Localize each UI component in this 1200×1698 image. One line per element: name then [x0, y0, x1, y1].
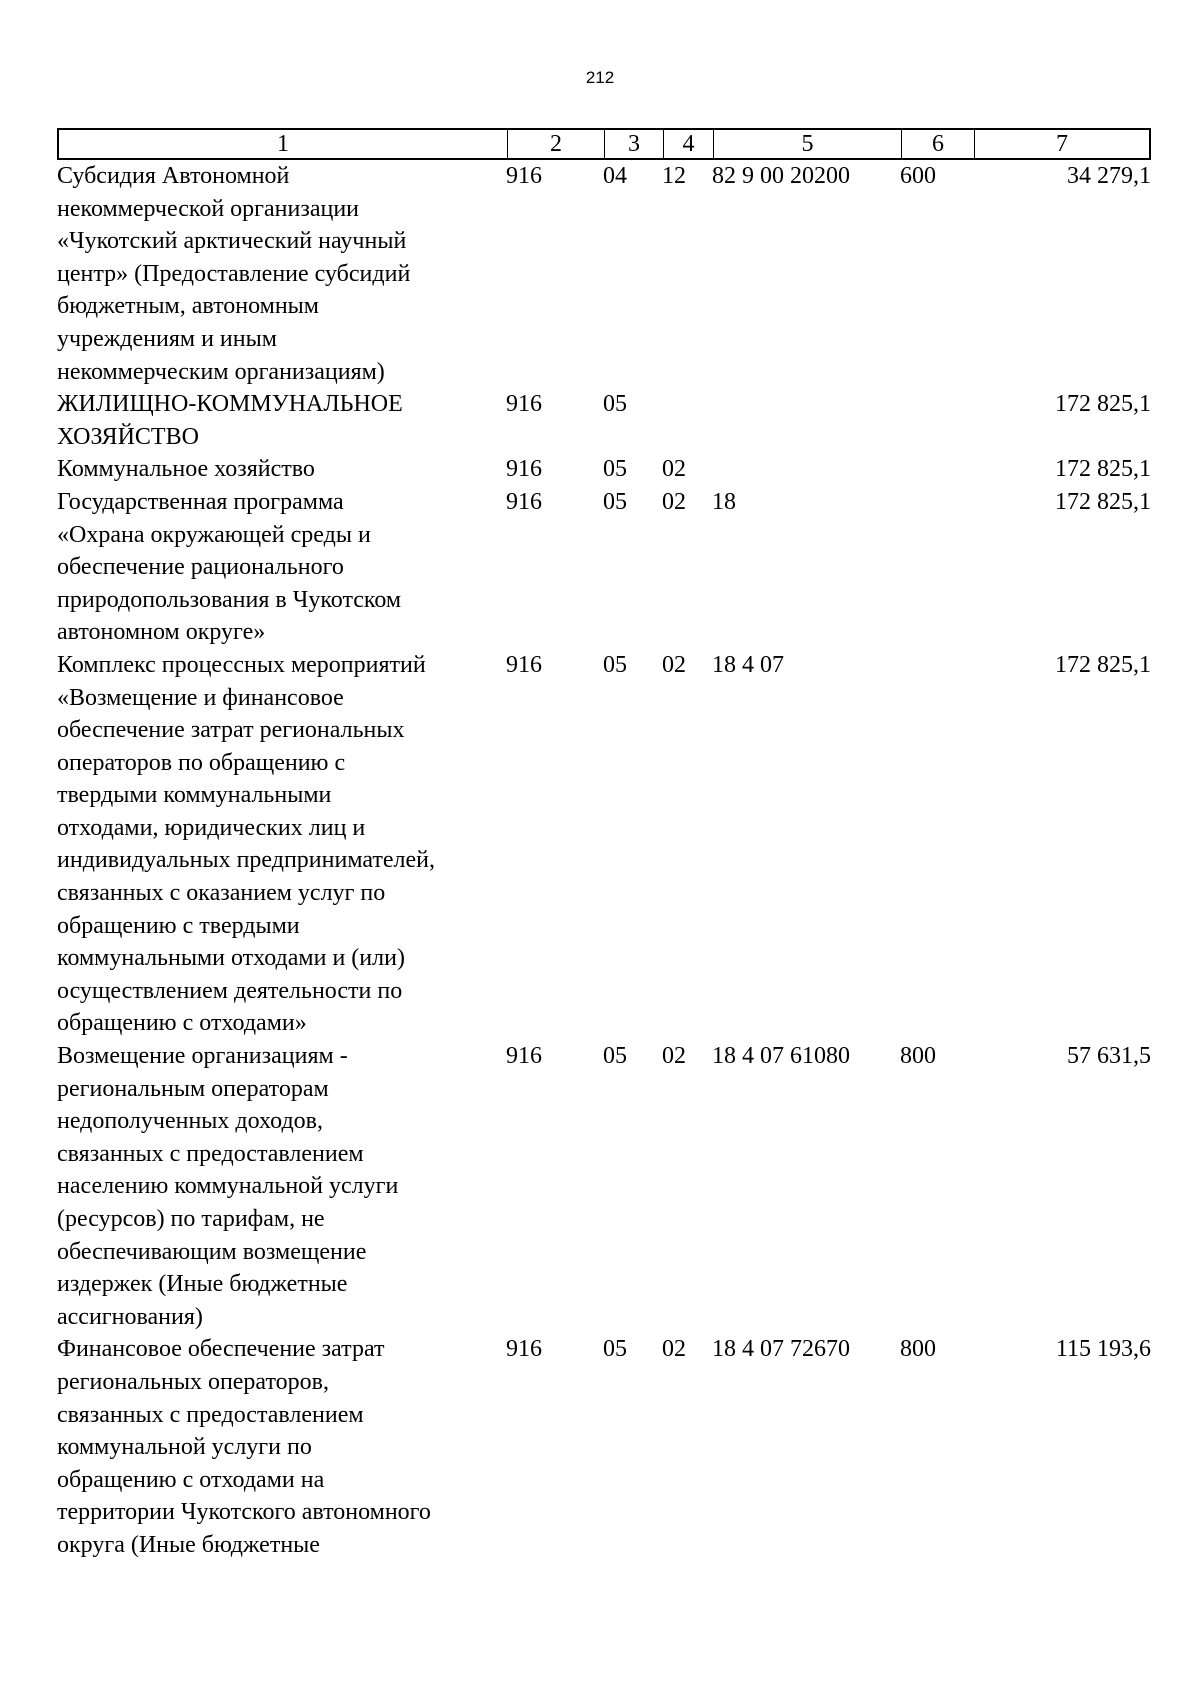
row-section-code: 04	[603, 163, 627, 189]
page-number: 212	[585, 68, 615, 87]
row-target-article: 18 4 07	[712, 651, 784, 678]
row-subsection-code: 02	[662, 1336, 686, 1363]
row-section-code: 05	[603, 488, 627, 515]
row-section-code: 05	[603, 651, 627, 678]
row-ministry-code: 916	[506, 391, 542, 418]
table-row	[57, 1333, 1151, 1561]
row-ministry-code: 916	[506, 163, 542, 189]
row-ministry-code: 916	[506, 1043, 542, 1070]
table-row	[57, 486, 1151, 649]
row-target-article	[712, 388, 900, 453]
row-name: Коммунальное хозяйство	[57, 456, 315, 483]
row-name: Субсидия Автономной некоммерческой организации «Чукотский арктический научный центр» (Предоставление субсидий бюджетным, автономным учреждениям и иным некоммерческим организациям)	[57, 163, 411, 385]
table-row	[57, 1040, 1151, 1333]
table-header	[57, 128, 1151, 160]
row-section-code: 05	[603, 1336, 627, 1363]
row-target-article: 18 4 07 72670	[712, 1336, 850, 1363]
row-name: Финансовое обеспечение затрат региональных операторов, связанных с предоставлением коммунальной услуги по обращению с отходами на территории Чукотского автономного округа (Иные бюджетные	[57, 1336, 431, 1558]
header-cell-5: 5	[714, 130, 902, 158]
row-subsection-code: 02	[662, 1043, 686, 1070]
row-target-article: 18 4 07 61080	[712, 1043, 850, 1070]
row-subsection-code: 02	[662, 488, 686, 515]
row-section-code: 05	[603, 456, 627, 483]
header-cell-6: 6	[902, 130, 975, 158]
header-cell-3: 3	[605, 130, 664, 158]
row-target-article: 18	[712, 488, 736, 515]
row-amount: 34 279,1	[1067, 163, 1151, 189]
table-row	[57, 160, 1151, 388]
header-cell-2: 2	[508, 130, 605, 158]
table-row	[57, 388, 1151, 453]
row-section-code: 05	[603, 391, 627, 418]
row-subsection-code	[662, 388, 712, 453]
table-row	[57, 649, 1151, 1040]
row-name: Государственная программа «Охрана окружающей среды и обеспечение рационального природопользования в Чукотском автономном округе»	[57, 488, 402, 646]
row-expense-type	[900, 453, 973, 486]
row-amount: 57 631,5	[1067, 1043, 1151, 1070]
row-expense-type: 600	[900, 163, 936, 189]
row-expense-type	[900, 486, 973, 649]
table-row	[57, 453, 1151, 486]
table-body	[57, 160, 1151, 1562]
row-amount: 172 825,1	[1055, 651, 1151, 678]
row-name: Комплекс процессных мероприятий «Возмещение и финансовое обеспечение затрат региональных операторов по обращению с твердыми коммунальными отходами, юридических лиц и индивидуальных предпринимателей, связанных с оказанием услуг по обращению с твердыми коммунальными отходами и (или) осуществлением деятельности по обращению с отходами»	[57, 651, 435, 1037]
row-amount: 115 193,6	[1055, 1336, 1151, 1363]
row-amount: 172 825,1	[1055, 456, 1151, 483]
row-name: Возмещение организациям - региональным операторам недополученных доходов, связанных с предоставлением населению коммунальной услуги (ресурсов) по тарифам, не обеспечивающим возмещение издержек (Иные бюджетные ассигнования)	[57, 1043, 399, 1330]
row-ministry-code: 916	[506, 1336, 542, 1363]
header-cell-7: 7	[1056, 131, 1068, 157]
row-ministry-code: 916	[506, 488, 542, 515]
row-expense-type: 800	[900, 1336, 936, 1363]
row-amount: 172 825,1	[1055, 488, 1151, 515]
row-target-article: 82 9 00 20200	[712, 163, 850, 189]
header-cell-1: 1	[59, 130, 508, 158]
row-expense-type: 800	[900, 1043, 936, 1070]
row-amount: 172 825,1	[1055, 391, 1151, 418]
row-expense-type	[900, 388, 973, 453]
header-cell-4: 4	[664, 130, 714, 158]
row-ministry-code: 916	[506, 456, 542, 483]
row-name: ЖИЛИЩНО-КОММУНАЛЬНОЕ ХОЗЯЙСТВО	[57, 391, 403, 450]
row-ministry-code: 916	[506, 651, 542, 678]
row-expense-type	[900, 649, 973, 1040]
row-subsection-code: 02	[662, 651, 686, 678]
row-target-article	[712, 453, 900, 486]
row-section-code: 05	[603, 1043, 627, 1070]
row-subsection-code: 02	[662, 456, 686, 483]
row-subsection-code: 12	[662, 163, 686, 189]
